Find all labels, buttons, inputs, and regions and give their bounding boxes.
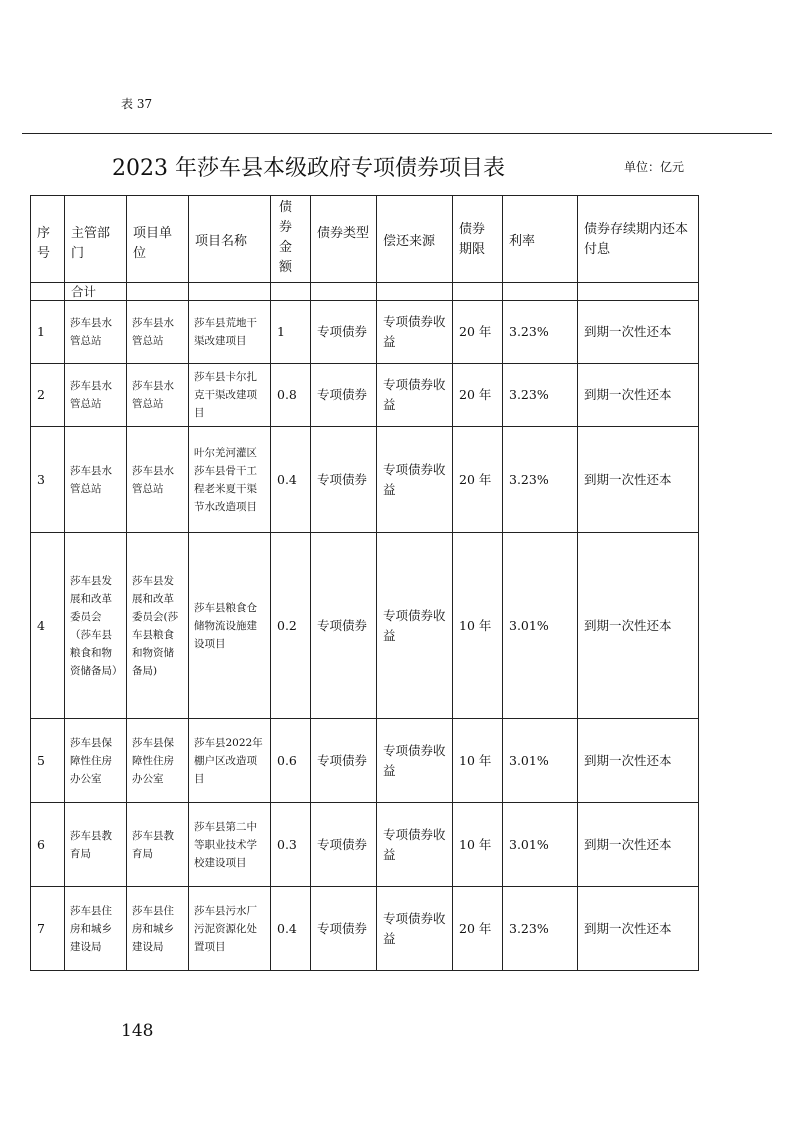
table-row: [31, 427, 699, 533]
col-header-term: 债券期限: [453, 196, 503, 283]
row-type: 专项债券: [311, 427, 377, 533]
row-dept: 莎车县水管总站: [65, 301, 127, 364]
table-row: [31, 803, 699, 887]
row-unit: 莎车县水管总站: [127, 427, 189, 533]
header-row: [31, 196, 699, 283]
unit-label: 单位：亿元: [624, 160, 685, 174]
row-unit: 莎车县保障性住房办公室: [127, 719, 189, 803]
page-title: 2023 年莎车县本级政府专项债券项目表: [112, 156, 505, 181]
row-dept: 莎车县保障性住房办公室: [65, 719, 127, 803]
row-rate: 3.23%: [503, 301, 578, 364]
row-no: 5: [31, 719, 65, 803]
row-no: 6: [31, 803, 65, 887]
row-rate: 3.01%: [503, 803, 578, 887]
row-repay: 到期一次性还本: [578, 803, 699, 887]
row-unit: 莎车县发展和改革委员会(莎车县粮食和物资储备局): [127, 533, 189, 719]
col-header-rate: 利率: [503, 196, 578, 283]
row-term: 20 年: [453, 364, 503, 427]
row-source: 专项债券收益: [377, 803, 453, 887]
page-number: 148: [121, 1021, 154, 1041]
row-term: 10 年: [453, 719, 503, 803]
row-source: 专项债券收益: [377, 364, 453, 427]
row-amount: 0.6: [271, 719, 311, 803]
col-header-name: 项目名称: [189, 196, 271, 283]
table-row: [31, 719, 699, 803]
row-project-name: 叶尔羌河灌区莎车县骨干工程老米夏干渠节水改造项目: [189, 427, 271, 533]
row-source: 专项债券收益: [377, 301, 453, 364]
row-dept: 莎车县水管总站: [65, 364, 127, 427]
row-repay: 到期一次性还本: [578, 533, 699, 719]
row-source: 专项债券收益: [377, 533, 453, 719]
bond-projects-table: [30, 195, 699, 971]
row-rate: 3.01%: [503, 719, 578, 803]
col-header-source: 偿还来源: [377, 196, 453, 283]
row-term: 20 年: [453, 887, 503, 971]
table-row: [31, 533, 699, 719]
row-term: 10 年: [453, 803, 503, 887]
row-unit: 莎车县水管总站: [127, 364, 189, 427]
row-repay: 到期一次性还本: [578, 427, 699, 533]
row-term: 20 年: [453, 427, 503, 533]
row-type: 专项债券: [311, 803, 377, 887]
row-dept: 莎车县发展和改革委员会（莎车县粮食和物资储备局）: [65, 533, 127, 719]
row-project-name: 莎车县第二中等职业技术学校建设项目: [189, 803, 271, 887]
row-amount: 0.3: [271, 803, 311, 887]
row-unit: 莎车县教育局: [127, 803, 189, 887]
row-amount: 1: [271, 301, 311, 364]
total-label: 合计: [65, 283, 127, 301]
total-row: [31, 283, 699, 301]
row-type: 专项债券: [311, 301, 377, 364]
row-amount: 0.8: [271, 364, 311, 427]
row-rate: 3.23%: [503, 427, 578, 533]
row-type: 专项债券: [311, 364, 377, 427]
row-project-name: 莎车县卡尔扎克干渠改建项目: [189, 364, 271, 427]
table-label: 表 37: [121, 97, 153, 111]
row-project-name: 莎车县荒地干渠改建项目: [189, 301, 271, 364]
row-source: 专项债券收益: [377, 719, 453, 803]
row-unit: 莎车县水管总站: [127, 301, 189, 364]
row-no: 7: [31, 887, 65, 971]
table-row: [31, 364, 699, 427]
row-repay: 到期一次性还本: [578, 719, 699, 803]
row-no: 2: [31, 364, 65, 427]
col-header-no: 序号: [31, 196, 65, 283]
table-row: [31, 887, 699, 971]
col-header-amount: 债券金额: [271, 196, 311, 283]
row-dept: 莎车县水管总站: [65, 427, 127, 533]
row-no: 3: [31, 427, 65, 533]
row-dept: 莎车县教育局: [65, 803, 127, 887]
row-term: 20 年: [453, 301, 503, 364]
row-project-name: 莎车县粮食仓储物流设施建设项目: [189, 533, 271, 719]
table-row: [31, 301, 699, 364]
col-header-unit: 项目单位: [127, 196, 189, 283]
row-project-name: 莎车县污水厂污泥资源化处置项目: [189, 887, 271, 971]
row-term: 10 年: [453, 533, 503, 719]
col-header-type: 债券类型: [311, 196, 377, 283]
col-header-repay: 债券存续期内还本付息: [578, 196, 699, 283]
row-no: 1: [31, 301, 65, 364]
row-type: 专项债券: [311, 533, 377, 719]
row-dept: 莎车县住房和城乡建设局: [65, 887, 127, 971]
row-repay: 到期一次性还本: [578, 364, 699, 427]
row-type: 专项债券: [311, 887, 377, 971]
row-amount: 0.4: [271, 427, 311, 533]
row-type: 专项债券: [311, 719, 377, 803]
row-repay: 到期一次性还本: [578, 301, 699, 364]
row-repay: 到期一次性还本: [578, 887, 699, 971]
row-project-name: 莎车县2022年棚户区改造项目: [189, 719, 271, 803]
header-rule: [22, 133, 772, 134]
row-rate: 3.23%: [503, 887, 578, 971]
row-amount: 0.4: [271, 887, 311, 971]
row-no: 4: [31, 533, 65, 719]
row-amount: 0.2: [271, 533, 311, 719]
col-header-dept: 主管部门: [65, 196, 127, 283]
row-source: 专项债券收益: [377, 887, 453, 971]
row-unit: 莎车县住房和城乡建设局: [127, 887, 189, 971]
row-rate: 3.01%: [503, 533, 578, 719]
row-rate: 3.23%: [503, 364, 578, 427]
row-source: 专项债券收益: [377, 427, 453, 533]
